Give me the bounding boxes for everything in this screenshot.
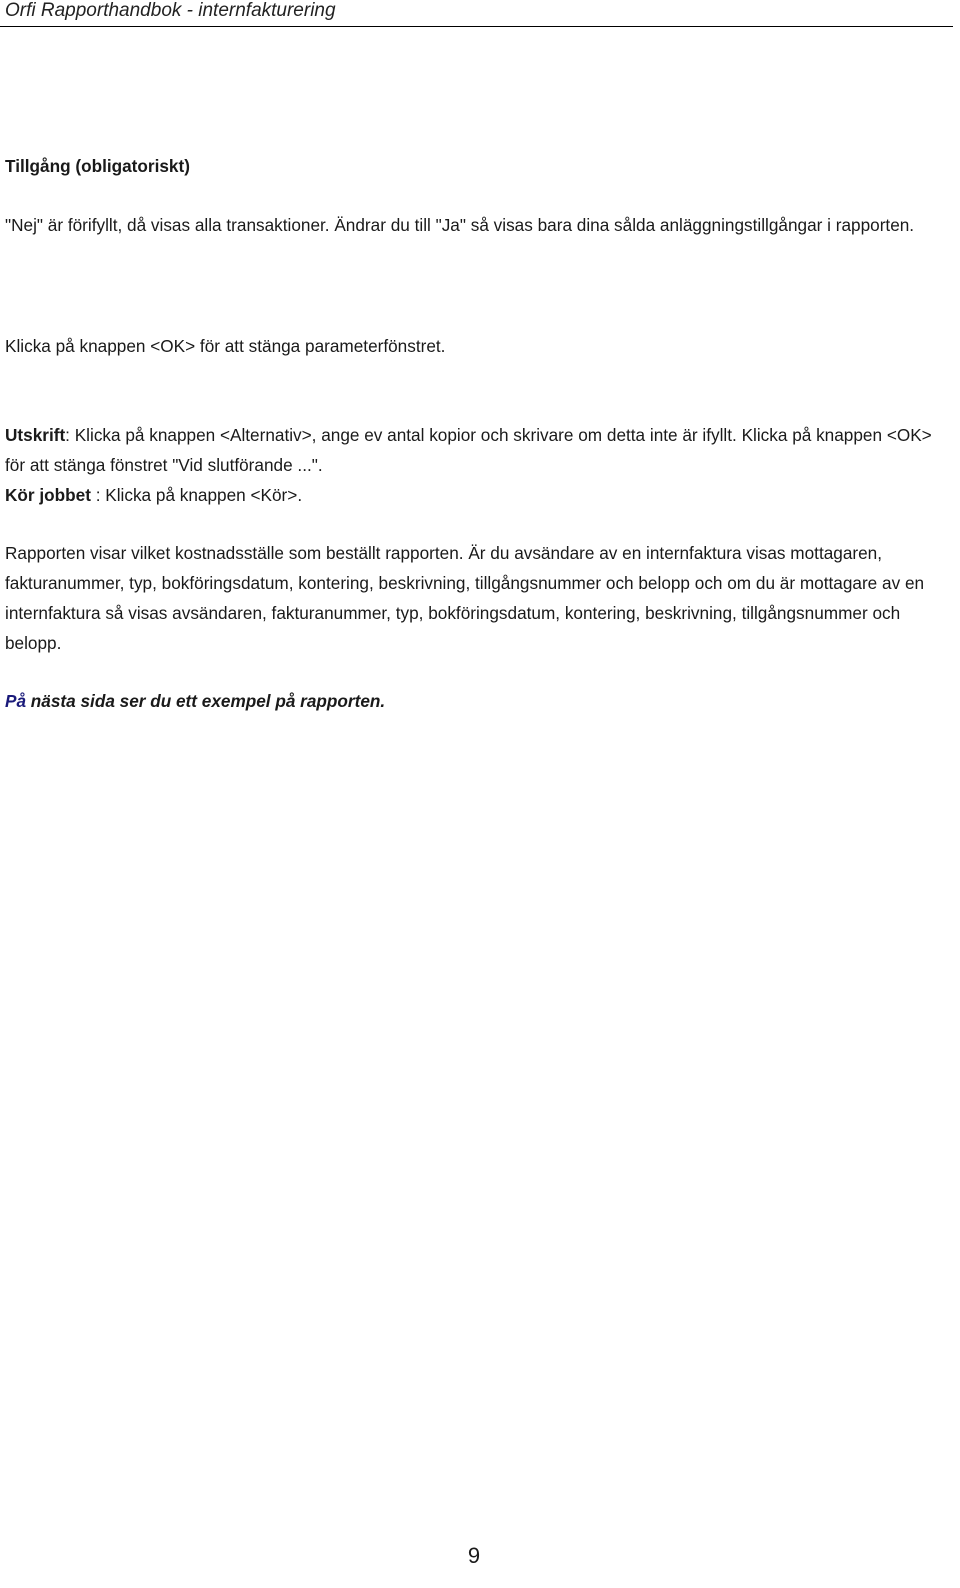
header-title: Orfi Rapporthandbok - internfakturering [5,0,336,21]
next-page-accent: På [5,691,27,711]
paragraph-next-page-note [5,686,950,716]
utskrift-label: Utskrift [5,425,66,445]
paragraph-tillgang: "Nej" är förifyllt, då visas alla transaktioner. Ändrar du till "Ja" så visas bara dina sålda anläggningstillgångar i rapporten. [5,215,915,235]
page-header [0,0,953,27]
kor-jobbet-label: Kör jobbet [5,485,91,505]
paragraph-ok-instruction: Klicka på knappen <OK> för att stänga parameterfönstret. [5,336,446,356]
section-heading: Tillgång (obligatoriskt) [5,156,190,176]
utskrift-text: : Klicka på knappen <Alternativ>, ange ev antal kopior och skrivare om detta inte är ifyllt. Klicka på knappen <OK> för att stänga fönstret "Vid slutförande ...". [5,425,932,475]
paragraph-report-description: Rapporten visar vilket kostnadsställe som beställt rapporten. Är du avsändare av en internfaktura visas mottagaren, fakturanummer, typ, bokföringsdatum, kontering, beskrivning, tillgångsnummer och belopp och om du är mottagare av en internfaktura så visas avsändaren, fakturanummer, typ, bokföringsdatum, kontering, beskrivning, tillgångsnummer och belopp. [5,543,925,653]
next-page-text: nästa sida ser du ett exempel på rapporten. [26,691,386,711]
page-number: 9 [467,1543,481,1568]
kor-jobbet-text: : Klicka på knappen <Kör>. [90,485,303,505]
paragraph-utskrift [5,420,950,510]
